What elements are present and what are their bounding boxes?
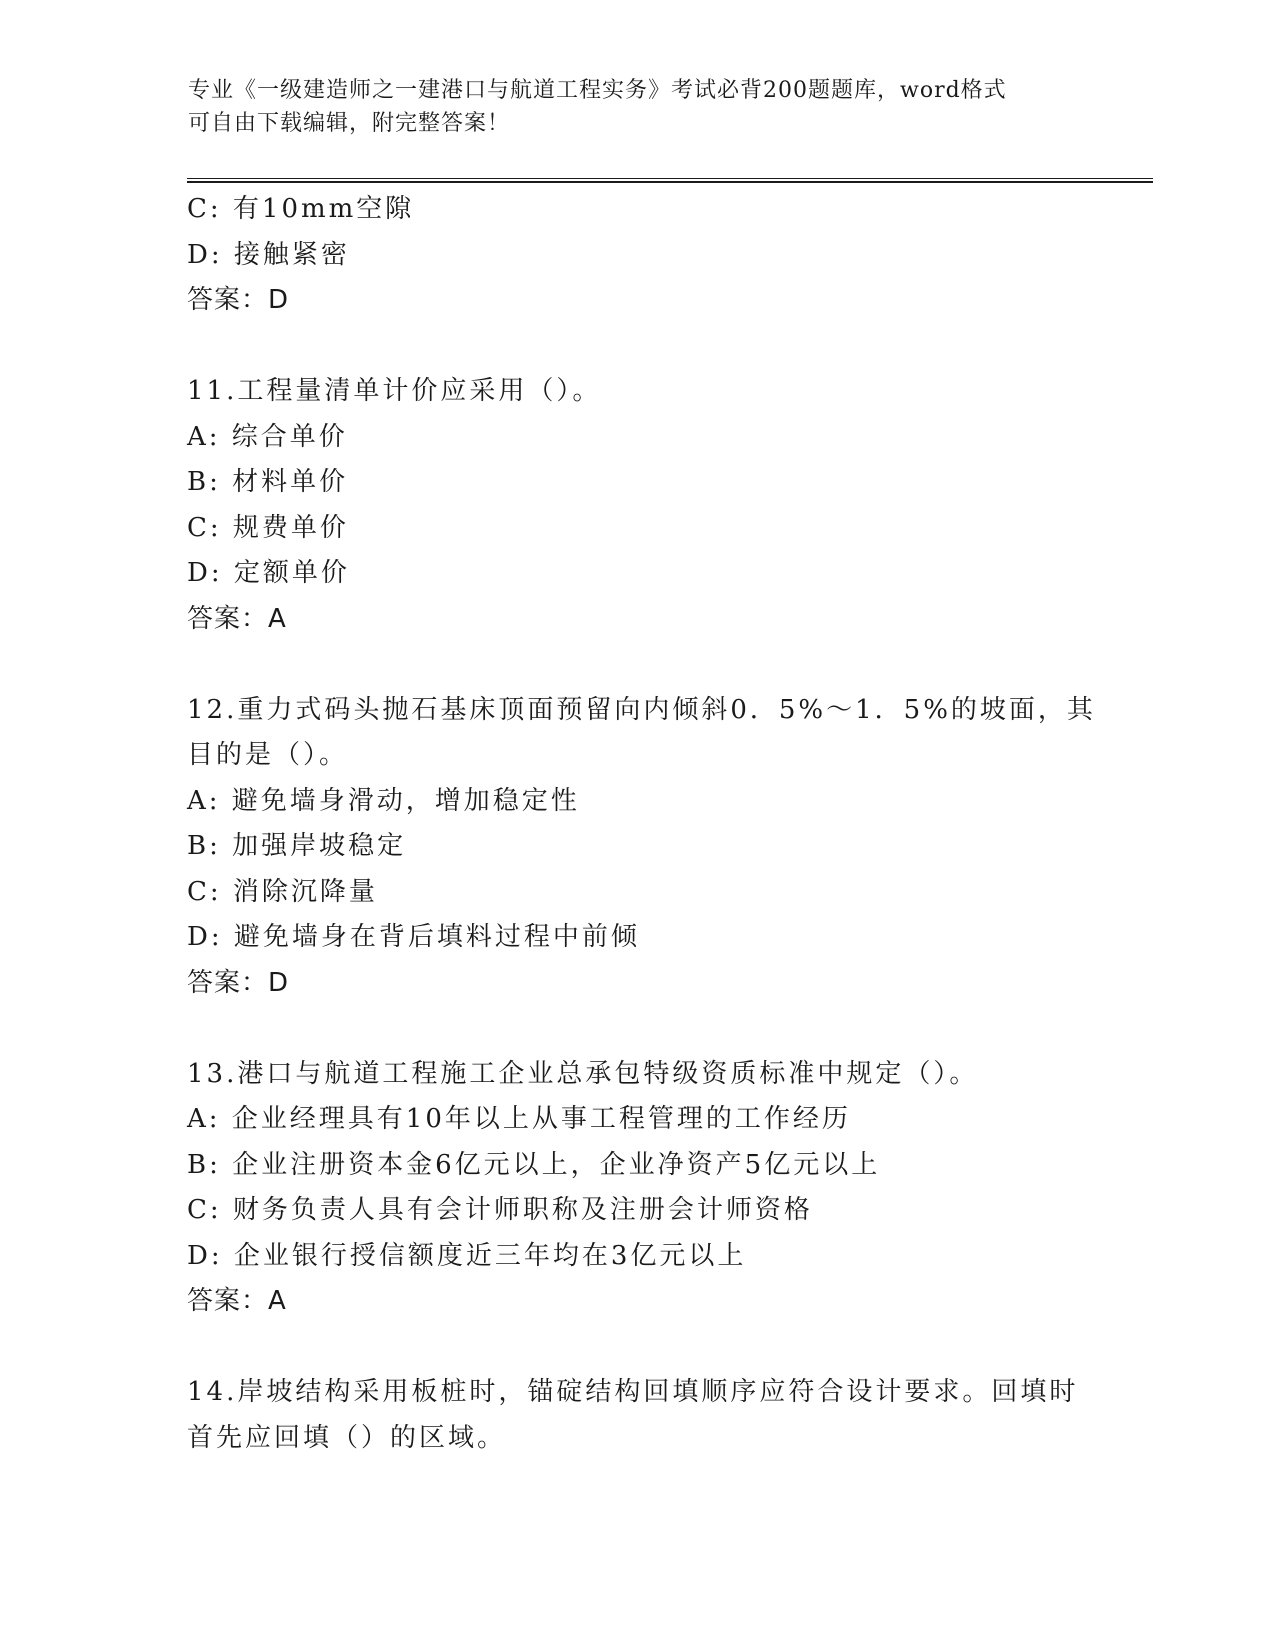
question-11 xyxy=(187,369,1087,642)
spacer xyxy=(187,324,1087,370)
spacer xyxy=(187,1325,1087,1371)
question-content xyxy=(187,187,1096,1461)
spacer xyxy=(187,642,1087,688)
answer-line: 答案：A xyxy=(187,1286,287,1316)
option-d: D: 接触紧密 xyxy=(187,239,350,270)
option-a: A: 企业经理具有10年以上从事工程管理的工作经历 xyxy=(187,1104,851,1134)
question-stem: 14.岸坡结构采用板桩时，锚碇结构回填顺序应符合设计要求。回填时 xyxy=(187,1377,1079,1407)
option-d: D: 企业银行授信额度近三年均在3亿元以上 xyxy=(187,1240,747,1271)
question-13 xyxy=(187,1052,1087,1325)
question-stem: 13.港口与航道工程施工企业总承包特级资质标准中规定（）。 xyxy=(187,1058,979,1089)
option-c: C: 规费单价 xyxy=(187,512,349,543)
option-c: C: 有10mm空隙 xyxy=(187,194,415,224)
spacer xyxy=(187,1006,1087,1052)
option-a: A: 综合单价 xyxy=(187,421,348,452)
option-b: B: 企业注册资本金6亿元以上，企业净资产5亿元以上 xyxy=(187,1149,881,1180)
answer-line: 答案：D xyxy=(187,967,290,998)
question-12 xyxy=(187,688,1096,1007)
partial-question xyxy=(187,187,1087,324)
page-header xyxy=(188,74,1068,140)
option-a: A: 避免墙身滑动，增加稳定性 xyxy=(187,785,580,816)
option-d: D: 定额单价 xyxy=(187,558,350,588)
option-c: C: 消除沉降量 xyxy=(187,876,378,907)
option-b: B: 加强岸坡稳定 xyxy=(187,831,407,861)
header-rule xyxy=(187,178,1153,183)
question-stem: 11.工程量清单计价应采用（）。 xyxy=(187,376,602,406)
option-c: C: 财务负责人具有会计师职称及注册会计师资格 xyxy=(187,1195,813,1225)
answer-line: 答案：D xyxy=(187,285,290,315)
header-line-1: 专业《一级建造师之一建港口与航道工程实务》考试必背200题题库，word格式 xyxy=(188,78,1007,103)
answer-line: 答案：A xyxy=(187,603,287,634)
question-stem-continued: 目的是（）。 xyxy=(187,740,349,770)
option-b: B: 材料单价 xyxy=(187,467,349,497)
question-stem-continued: 首先应回填（）的区域。 xyxy=(187,1422,507,1453)
question-14 xyxy=(187,1370,1087,1461)
header-line-2: 可自由下载编辑，附完整答案！ xyxy=(188,111,511,136)
question-stem: 12.重力式码头抛石基床顶面预留向内倾斜0．5%～1．5%的坡面，其 xyxy=(187,694,1096,725)
option-d: D: 避免墙身在背后填料过程中前倾 xyxy=(187,922,640,952)
